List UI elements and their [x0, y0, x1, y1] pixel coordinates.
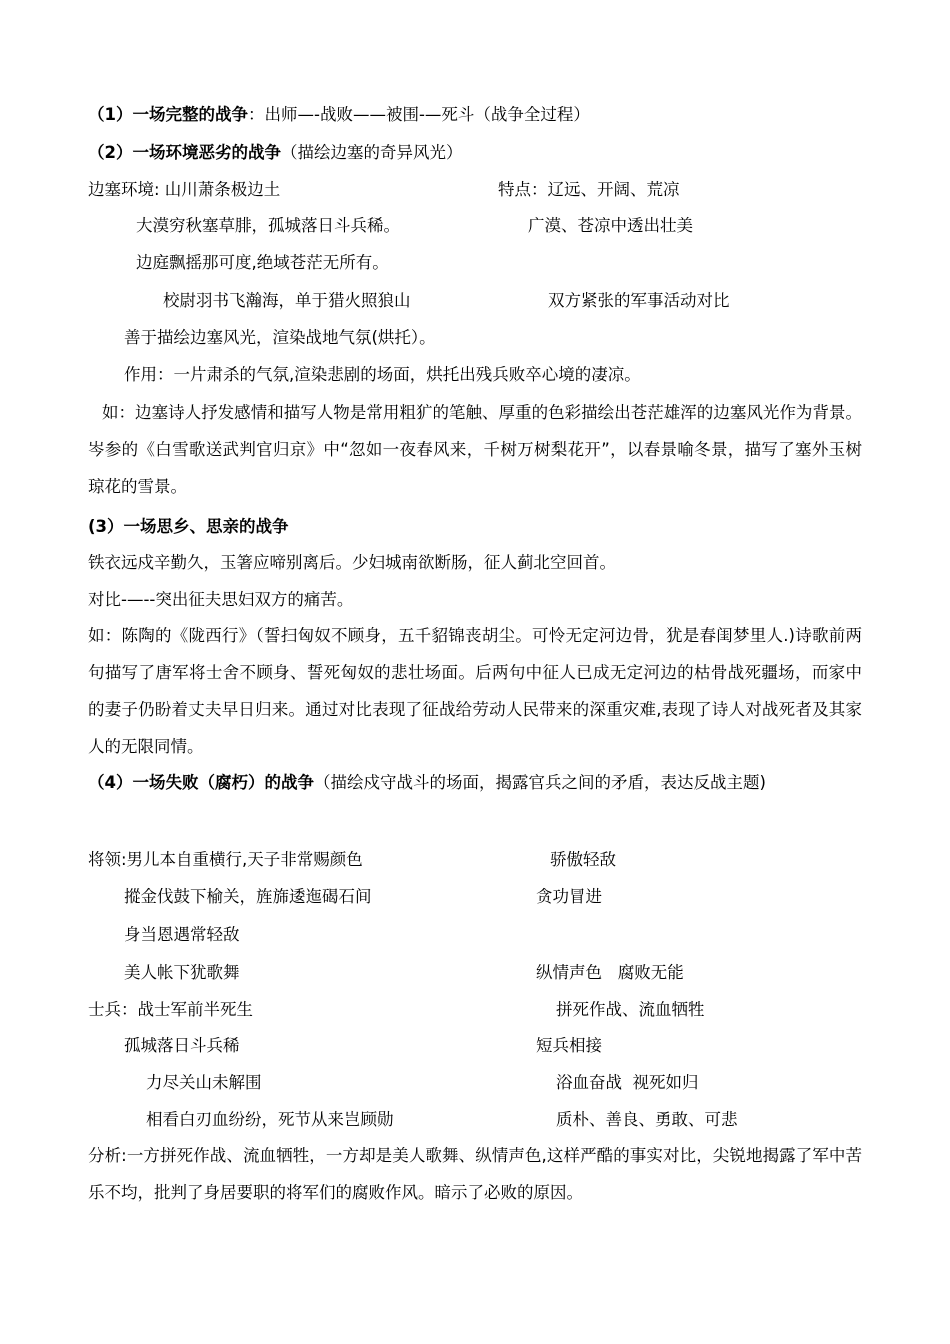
miss-line-1: 铁衣远戍辛勤久，玉箸应啼别离后。少妇城南欲断肠，征人蓟北空回首。 — [88, 553, 616, 572]
general-verse-2: 摐金伐鼓下榆关，旌旆逶迤碣石间 — [124, 887, 372, 906]
env-note-1: 特点：辽远、开阔、荒凉 — [498, 180, 680, 199]
env-line-2 — [136, 213, 862, 239]
section-2-text: （描绘边塞的奇异风光） — [280, 143, 463, 162]
general-line-3: 身当恩遇常轻敌 — [124, 925, 240, 944]
env-line-3: 边庭飘摇那可度,绝域苍茫无所有。 — [136, 253, 389, 272]
env-verse-2: 大漠穷秋塞草腓，孤城落日斗兵稀。 — [136, 216, 400, 235]
section-1-heading — [88, 102, 862, 128]
section-2-label: （2）一场环境恶劣的战争 — [88, 143, 281, 162]
general-line-1 — [88, 847, 862, 873]
section-4-text: （描绘戍守战斗的场面，揭露官兵之间的矛盾，表达反战主题) — [313, 773, 766, 792]
soldier-line-3 — [146, 1070, 862, 1096]
general-note-4: 纵情声色 腐败无能 — [536, 963, 684, 982]
env-line-4 — [163, 288, 862, 314]
soldier-line-4 — [146, 1107, 862, 1133]
section-3-heading: (3）一场思乡、思亲的战争 — [88, 517, 289, 536]
env-verse-1: 边塞环境: 山川萧条极边土 — [88, 180, 281, 199]
env-line-1 — [88, 177, 862, 203]
general-line-4 — [124, 960, 862, 986]
section-1-label: （1）一场完整的战争 — [88, 105, 248, 124]
soldier-note-4: 质朴、善良、勇敢、可悲 — [556, 1110, 738, 1129]
general-verse-4: 美人帐下犹歌舞 — [124, 963, 240, 982]
general-note-2: 贪功冒进 — [536, 887, 602, 906]
general-line-2 — [124, 884, 862, 910]
env-note-2: 广漠、苍凉中透出壮美 — [528, 216, 693, 235]
soldier-verse-3: 力尽关山未解围 — [146, 1073, 262, 1092]
env-verse-4: 校尉羽书飞瀚海，单于猎火照狼山 — [163, 291, 411, 310]
env-paragraph: 如：边塞诗人抒发感情和描写人物是常用粗犷的笔触、厚重的色彩描绘出苍茫雄浑的边塞风光作为背景。岑参的《白雪歌送武判官归京》中“忽如一夜春风来，千树万树梨花开”，以春景喻冬景，描写了塞外玉树琼花的雪景。 — [88, 403, 862, 496]
section-4-label: （4）一场失败（腐朽）的战争 — [88, 773, 314, 792]
analysis-paragraph: 分析:一方拼死作战、流血牺牲，一方却是美人歌舞、纵情声色,这样严酷的事实对比，尖锐地揭露了军中苦乐不均，批判了身居要职的将军们的腐败作风。暗示了必败的原因。 — [88, 1146, 862, 1202]
general-note-1: 骄傲轻敌 — [550, 850, 616, 869]
miss-paragraph: 如：陈陶的《陇西行》（誓扫匈奴不顾身，五千貂锦丧胡尘。可怜无定河边骨，犹是春闺梦里人.)诗歌前两句描写了唐军将士舍不顾身、誓死匈奴的悲壮场面。后两句中征人已成无定河边的枯骨战死疆场，而家中的妻子仍盼着丈夫早日归来。通过对比表现了征战给劳动人民带来的深重灾难,表现了诗人对战死者及其家人的无限同情。 — [88, 626, 862, 756]
env-note-4: 双方紧张的军事活动对比 — [548, 291, 730, 310]
soldier-note-1: 拼死作战、流血牺牲 — [556, 1000, 705, 1019]
env-line-6: 作用：一片肃杀的气氛,渲染悲剧的场面，烘托出残兵败卒心境的凄凉。 — [124, 365, 641, 384]
section-4-heading — [88, 765, 862, 801]
env-line-5: 善于描绘边塞风光，渲染战地气氛(烘托）。 — [124, 328, 436, 347]
miss-line-2: 对比-—--突出征夫思妇双方的痛苦。 — [88, 590, 354, 609]
soldier-note-3: 浴血奋战 视死如归 — [556, 1073, 699, 1092]
soldier-verse-2: 孤城落日斗兵稀 — [124, 1036, 240, 1055]
soldier-line-1 — [88, 997, 862, 1023]
soldier-line-2 — [124, 1033, 862, 1059]
soldier-verse-1: 士兵：战士军前半死生 — [88, 1000, 253, 1019]
general-verse-1: 将领:男儿本自重横行,天子非常赐颜色 — [88, 850, 363, 869]
section-2-heading — [88, 140, 862, 166]
section-1-text: ：出师—-战败——被围-—死斗（战争全过程） — [247, 105, 590, 124]
soldier-verse-4: 相看白刃血纷纷，死节从来岂顾勋 — [146, 1110, 394, 1129]
soldier-note-2: 短兵相接 — [536, 1036, 602, 1055]
